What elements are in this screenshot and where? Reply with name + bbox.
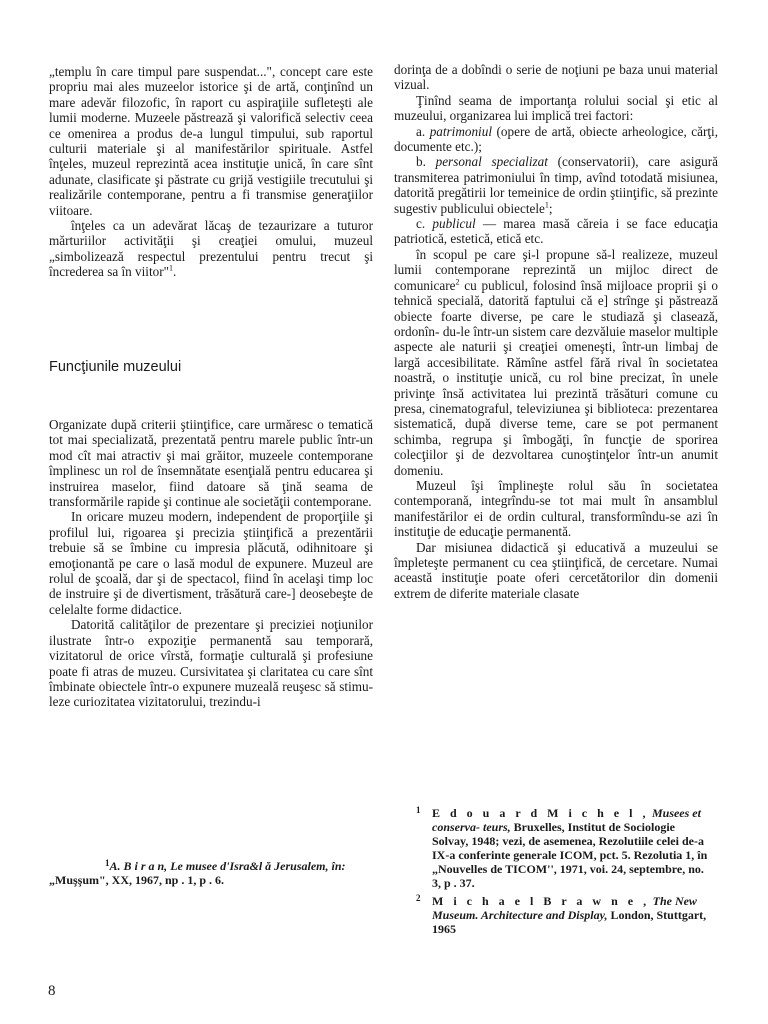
list-end: ; <box>548 200 553 216</box>
list-item-c <box>394 216 718 247</box>
footnote <box>416 806 714 890</box>
footnote-author: M i c h a e l B r a w n e , <box>432 894 650 908</box>
paragraph: dorinţa de a dobîndi o serie de noţiuni pe baza unui material vizual. <box>394 62 718 93</box>
paragraph-text: cu publicul, folosind însă mijloace proprii şi o tehnică specială, datorită faptului că e] strînge şi păstrează obiecte foarte diverse, pe care le studiază şi clasează, ordonîn- du-le într-un sistem care dezvăluie maselor multiple aspecte ale naturii şi creaţiei omeneşti, într-un limbaj de largă accesibilitate. Rămîne astfel fără rival în societatea noastră, o instituţie unică, cu rol bine precizat, în unele privinţe însă activitatea lui prezintă trăsături comune cu presa, cinematograful, televiziunea şi biblioteca: prezentarea sistematică, după diverse teme, care se pot permanent schimba, regrupa şi îmbogăţi, în funcţie de sporirea colecţiilor şi de dezvoltarea cunoştinţelor într-un anumit domeniu. <box>394 277 718 478</box>
paragraph: Ţinînd seama de importanţa rolului social şi etic al muzeului, organizarea lui implică trei factori: <box>394 92 718 124</box>
footnote-title: Musees et conserva- teurs, <box>432 806 701 834</box>
list-text: — marea masă căreia i se face educaţia patriotică, estetică, etică etc. <box>394 216 718 247</box>
paragraph: Muzeul îşi împlineşte rolul său în societatea contemporană, integrîndu-se tot mai mult în ansamblul manifestărilor ei de ordin cultural, transformîndu-se azi în instituţie de educaţie permanentă. <box>394 477 718 540</box>
footnote-number: 1 <box>105 858 110 868</box>
footnote-ref: 1 <box>169 263 173 273</box>
footnote-left <box>49 856 373 887</box>
section-heading: Funcţiunile muzeului <box>49 359 182 375</box>
footnote-rest: „Muşşum", XX, 1967, np . 1, p . 6. <box>49 873 225 887</box>
footnotes-right <box>416 806 714 940</box>
list-item-a <box>394 124 718 155</box>
paragraph: Datorită calităţilor de prezentare şi preciziei noţiunilor ilustrate într-o expoziţie permanentă sau temporară, vizitatorul de orice vîrstă, formaţie culturală şi profesiune poate fi atras de muzeu. Cursivitatea şi claritatea cu care sînt îmbinate obiectele într-o expunere muzeală reuşesc să stimu-leze curiozitatea vizitatorului, trezindu-i <box>49 617 373 710</box>
paragraph-text: înţeles ca un adevărat lăcaş de tezaurizare a tuturor mărturiilor activităţii şi creaţiei omului, muzeul „simbolizează respectul prezentului pentru trecut şi încrederea sa în viitor" <box>49 218 373 280</box>
paragraph: Dar misiunea didactică şi educativă a muzeului se împleteşte permanent cu cea ştiinţifică, de cercetare. Numai această instituţie poate oferi cercetătorilor din domenii extrem de diferite materiale clasate <box>394 539 718 601</box>
footnote-title: The New Museum. Architecture and Display, <box>432 894 697 922</box>
list-term: patrimoniul <box>429 123 492 139</box>
list-text: (opere de artă, obiecte arheologice, cărţi, documente etc.); <box>394 123 719 155</box>
list-item-b <box>394 154 718 216</box>
paragraph: In oricare muzeu modern, independent de proporţiile şi profilul lui, rigoarea şi precizia ştiinţifică a prezentării trebuie să se îmbine cu impresia plăcută, odihnitoare şi emoţionantă pe care o lasă modul de expunere. Muzeul are rolul de şcoală, dar şi de spectacol, fiind în acelaşi timp loc de instruire şi de divertisment, trăsătură care-] deosebeşte de celelalte forme didactice. <box>49 509 373 617</box>
footnote-rest: London, Stuttgart, 1965 <box>432 908 707 936</box>
list-term: personal specializat <box>435 154 548 170</box>
page-number: 8 <box>48 983 56 999</box>
paragraph-text: în scopul pe care şi-l propune să-l realizeze, muzeul lumii contemporane reprezintă un mijloc direct de comunicare <box>394 246 718 293</box>
footnote-number: 2 <box>416 894 421 903</box>
list-prefix: b. <box>416 154 426 170</box>
paragraph: „templu în care timpul pare suspendat...", concept care este propriu mai ales muzeelor istorice şi de artă, conţinînd un mare adevăr filozofic, în raport cu aspiraţiile sufleteşti ale lumii moderne. Muzeele păstrează şi valorifică selectiv ceea ce omenirea a produs de-a lungul timpului, sub raportul culturii materiale şi al manifestărilor spirituale. Astfel înţeles, muzeul reprezintă acea instituţie unică, în care sînt adunate, clasificate şi păstrate cu grijă vestigiile trecutului şi realizările contemporane, pentru a fi transmise generaţiilor viitoare. <box>49 64 373 218</box>
right-column <box>394 62 718 601</box>
footnote-rest: Bruxelles, Institut de Sociologie Solvay, 1948; vezi, de asemenea, Rezolutiile celei de-a IX-a conferinte generale ICOM, pct. 5. Rezolutia 1, în „Nouvelles de TICOM'', 1971, voi. 24, septembre, no. 3, p . 37. <box>432 820 708 890</box>
footnote-ref: 1 <box>544 200 549 210</box>
paragraph <box>394 247 718 478</box>
footnote-number: 1 <box>416 805 421 815</box>
list-text: (conservatorii), care asigură transmiterea patrimoniului în timp, avînd totodată misiunea, datorită pregătirii lor temeinice de ordin ştiinţific, să prezinte sugestiv publicului obiectele <box>394 154 718 216</box>
paragraph-end: . <box>173 264 177 280</box>
left-column-top <box>49 64 373 280</box>
paragraph <box>49 218 373 280</box>
list-term: publicul <box>432 216 476 232</box>
footnote-title: Le musee d'Isra&l ă Jerusalem, în: <box>170 859 346 873</box>
footnote-line <box>49 856 373 873</box>
list-prefix: a. <box>416 123 426 139</box>
footnote-author: E d o u a r d M i c h e l , <box>432 806 649 820</box>
footnote <box>416 894 714 936</box>
paragraph: Organizate după criterii ştiinţifice, care urmăresc o tematică tot mai specializată, prezentată pentru marele public într-un mod cît mai atractiv şi mai grăitor, muzeele contemporane împlinesc un rol de însemnătate esenţială pentru educarea şi instruirea maselor, fiind datoare să ţină seama de transformările rapide şi continue ale societăţii contemporane. <box>49 417 373 510</box>
footnote-author: A. B i r a n, <box>109 859 168 873</box>
left-column-bottom <box>49 417 373 710</box>
footnote-ref: 2 <box>455 277 460 287</box>
list-prefix: c. <box>416 216 426 232</box>
